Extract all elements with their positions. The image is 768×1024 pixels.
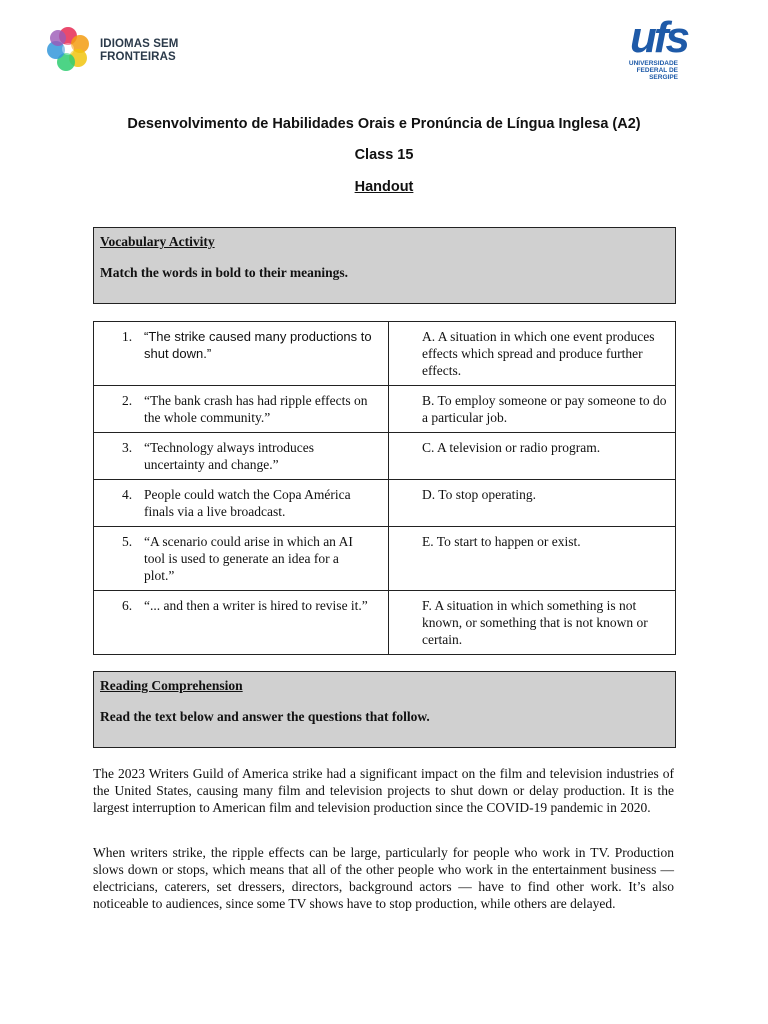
ufs-sub-line-1: UNIVERSIDADE xyxy=(628,60,678,67)
item-number: 6. xyxy=(122,598,133,613)
sentence-text: “A scenario could arise in which an AI tool is used to generate an idea for a plot.” xyxy=(144,534,353,583)
sentence-text: “The strike caused many productions to shut down.” xyxy=(144,329,372,361)
handout-title: Handout xyxy=(354,179,414,195)
brand-line-2: FRONTEIRAS xyxy=(100,51,176,63)
sentence-text: “... and then a writer is hired to revise it.” xyxy=(144,598,368,613)
item-number: 1. xyxy=(122,329,133,344)
sentence-cell xyxy=(94,386,389,433)
sentence-text: “The bank crash has had ripple effects on the whole community.” xyxy=(144,393,368,425)
reading-paragraph-2: When writers strike, the ripple effects can be large, particularly for people who work in TV. Production slows down or stops, which means that all of the other people who work in the entertainment business — electricians, caterers, set dressers, directors, background actors — have to find other work. It’s also noticeable to audiences, since some TV shows have to stop production, while others are delayed. xyxy=(93,845,674,911)
sentence-text: “Technology always introduces uncertainty and change.” xyxy=(144,440,315,472)
sentence-cell xyxy=(94,527,389,591)
table-row xyxy=(94,322,676,386)
reading-heading: Reading Comprehension xyxy=(100,678,243,693)
sentence-cell xyxy=(94,591,389,655)
sentence-cell xyxy=(94,480,389,527)
reading-paragraph-1: The 2023 Writers Guild of America strike had a significant impact on the film and television industries of the United States, causing many film and television projects to shut down or delay production. It is the largest interruption to American film and television production since the COVID-19 pandemic in 2020. xyxy=(93,766,674,815)
course-title: Desenvolvimento de Habilidades Orais e Pronúncia de Língua Inglesa (A2) xyxy=(127,116,641,132)
table-row xyxy=(94,480,676,527)
flower-logo-icon xyxy=(44,24,100,74)
vocabulary-activity-box xyxy=(93,227,676,304)
sentence-cell xyxy=(94,322,389,386)
class-title: Class 15 xyxy=(354,147,414,163)
vocabulary-instruction: Match the words in bold to their meanings. xyxy=(100,265,349,280)
table-row xyxy=(94,433,676,480)
ufs-wordmark: ufs xyxy=(630,13,687,62)
item-number: 4. xyxy=(122,487,133,502)
table-row xyxy=(94,591,676,655)
ufs-sub-line-3: SERGIPE xyxy=(649,74,678,81)
meaning-cell: D. To stop operating. xyxy=(389,480,676,527)
table-row xyxy=(94,527,676,591)
sentence-cell xyxy=(94,433,389,480)
meaning-cell: A. A situation in which one event produces effects which spread and produce further effects. xyxy=(389,322,676,386)
brand-line-1: IDIOMAS SEM xyxy=(100,38,179,50)
ufs-sub-line-2: FEDERAL DE xyxy=(636,67,678,74)
reading-instruction: Read the text below and answer the questions that follow. xyxy=(100,709,430,724)
sentence-text: People could watch the Copa América finals via a live broadcast. xyxy=(144,487,351,519)
vocabulary-matching-table xyxy=(93,321,676,655)
table-row xyxy=(94,386,676,433)
item-number: 2. xyxy=(122,393,133,408)
meaning-cell: F. A situation in which something is not known, or something that is not known or certain. xyxy=(389,591,676,655)
vocabulary-heading: Vocabulary Activity xyxy=(100,234,215,249)
meaning-cell: B. To employ someone or pay someone to do a particular job. xyxy=(389,386,676,433)
item-number: 3. xyxy=(122,440,133,455)
idiomas-sem-fronteiras-logo xyxy=(44,24,194,74)
reading-comprehension-box xyxy=(93,671,676,748)
item-number: 5. xyxy=(122,534,133,549)
ufs-logo xyxy=(620,13,716,84)
meaning-cell: C. A television or radio program. xyxy=(389,433,676,480)
meaning-cell: E. To start to happen or exist. xyxy=(389,527,676,591)
